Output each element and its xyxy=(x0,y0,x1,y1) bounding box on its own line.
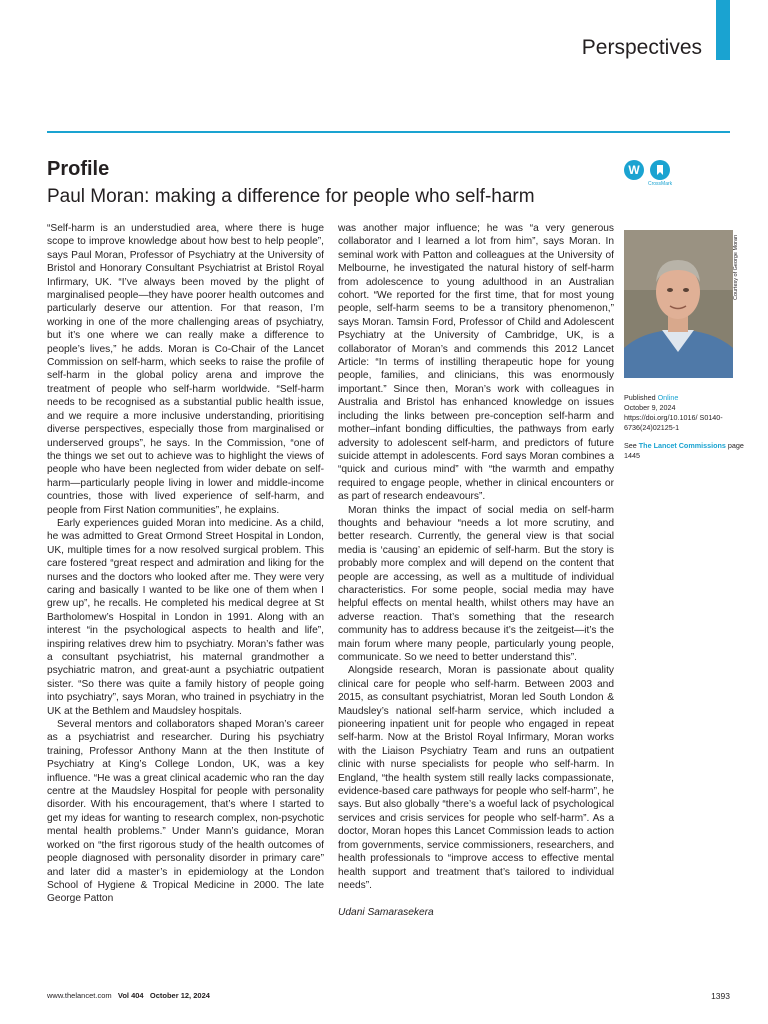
footer-volume: Vol 404 xyxy=(117,991,144,1000)
body-paragraph: “Self-harm is an understudied area, where there is huge scope to improve knowledge about how best to help people”, says Paul Moran, Professor of Psychiatry at the University of Bristol and Honorary Consultant Psychiatrist at Bristol Royal Infirmary, UK. “I’ve always been moved by the plight of marginalised people—they have poorer health outcomes and particularly deserve our attention. For that reason, I’m working in one of the more challenging areas of psychiatry, but it’s one where we can really make a difference to people’s lives,” he adds. Moran is Co-Chair of the Lancet Commission on self-harm, which seeks to raise the profile of self-harm in the global policy arena and improve the treatment of people who self-harm worldwide. “Self-harm needs to be recognised as a substantial public health issue, and we require a more inclusive understanding, prioritising diverse perspectives, especially those from marginalised or underserved groups”, he says. In the Commission, “one of the things we set out to achieve was to highlight the views of people who have been neglected from wider debate on self-harm—particularly people living in lower and middle-income countries, those with lived experience of self-harm, and people from First Nation communities”, he explains. xyxy=(47,223,324,516)
body-paragraph: Early experiences guided Moran into medicine. As a child, he was admitted to Great Ormond Street Hospital in London, UK, multiple times for a now resolved surgical problem. This care fostered “great respect and admiration and liking for the nurses and the doctors who looked after me. They were very caring and basically I wanted to be like one of them when I grew up”, he recalls. He completed his medical degree at St Bartholomew’s Hospital in London in 1991. Along with an interest “in the psychological aspects to health and life”, inspiring relatives drew him to psychiatry. Moran’s father was a consultant psychiatrist, his maternal grandmother a psychiatric matron, and great-aunt a psychiatric outpatient sister. “So there was quite a family history of people going into psychiatry”, says Moran, who trained in psychiatry in the UK at the Bethlem and Maudsley hospitals. xyxy=(47,517,324,717)
published-online-link[interactable]: Online xyxy=(657,393,679,402)
wellcome-open-icon[interactable]: W xyxy=(624,160,644,180)
article-sidebar xyxy=(624,393,744,469)
body-column-1 xyxy=(47,222,324,906)
body-paragraph: was another major influence; he was “a very generous collaborator and I learned a lot from him”, says Moran. In seminal work with Patton and colleagues at the University of Melbourne, he investigated the natural history of self-harm from adolescence to young adulthood in an Australian cohort. “We reported for the first time, that for most young people, self-harm seems to be a transitory phenomenon,” says Moran. Tamsin Ford, Professor of Child and Adolescent Psychiatry at the University of Cambridge, UK, is a collaborator of Moran’s and commends this 2012 Lancet Article: “In terms of instilling therapeutic hope for young people, families, and clinicians, this was enormously important.” Since then, Moran’s work with colleagues in Australia and Bristol has enhanced knowledge on issues including the links between pre-conception self-harm and mother–infant bonding difficulties, the pathways from early adversity to adolescent self-harm, and predictors of future suicide attempt in adolescents. Ford says Moran combines a “quick and curious mind” with “the warmth and empathy required to engage people, whether in clinical encounters or as part of research endeavours”. xyxy=(338,223,614,503)
see-label: See xyxy=(624,441,639,450)
body-paragraph: Several mentors and collaborators shaped Moran’s career as a psychiatrist and researcher. During his psychiatry training, Professor Anthony Mann at the then Institute of Psychiatry at King’s College London, UK, was a key influence. “He was a great clinical academic who ran the day centre at the Maudsley Hospital for people with personality disorder. With his encouragement, that’s where I started to get my ideas for wanting to research complex, non-psychotic mental health problems.” Under Mann’s guidance, Moran worked on “the first rigorous study of the health outcomes of people diagnosed with personality disorder in primary care” and later did a master’s in epidemiology at the London School of Hygiene & Tropical Medicine in 2000. The late George Patton xyxy=(47,719,324,905)
page-footer xyxy=(47,991,730,1000)
article-title: Paul Moran: making a difference for people who self-harm xyxy=(47,186,535,207)
published-label: Published xyxy=(624,393,658,402)
publication-info xyxy=(624,393,744,433)
see-also xyxy=(624,441,744,461)
see-page: page 1445 xyxy=(624,441,744,460)
body-paragraph: Alongside research, Moran is passionate about quality clinical care for people who self-harm. Between 2003 and 2015, as consultant psychiatrist, Moran led South London & Maudsley’s national self-harm service, which included a pioneering inpatient unit for people who engaged in repeat self-harm. Now at the Bristol Royal Infirmary, Moran works with the Liaison Psychiatry Team and runs an outpatient clinic with nurse specialists for people who self-harm. In England, “the health system still really lacks compassionate, evidence-based care pathways for people who self-harm”, he says. But also globally “there’s a woeful lack of psychological services and crisis services for people who self-harm”. As a doctor, Moran hopes this Lancet Commission leads to action from governments, service commissioners, researchers, and health professionals to “improve access to effective mental health support and treatment that’s tailored to individual needs”. xyxy=(338,665,614,891)
footer-date: October 12, 2024 xyxy=(149,991,210,1000)
footer-site[interactable]: www.thelancet.com xyxy=(47,991,112,1000)
page-number: 1393 xyxy=(711,991,730,1001)
portrait-illustration xyxy=(624,230,733,378)
body-paragraph: Moran thinks the impact of social media on self-harm thoughts and behaviour “needs a lot more scrutiny, and better research. Currently, the general view is that social media is ‘causing’ an epidemic of self-harm. But the story is probably more complex and will depend on the content that people are accessing, as well as a multitude of individual characteristics. For some people, social media may have helpful effects on mental health, whilst others may have an adverse reaction. That’s something that the research community has to address because it’s the zeitgeist—it’s the main forum where many people, particularly young people, communicate. So we need to better understand this”. xyxy=(338,504,614,663)
crossmark-label: CrossMark xyxy=(648,181,673,187)
published-date: October 9, 2024 xyxy=(624,403,676,412)
section-accent-bar xyxy=(716,0,730,60)
portrait-photo xyxy=(624,230,733,378)
section-title: Perspectives xyxy=(581,36,702,59)
commissions-link[interactable]: The Lancet Commissions xyxy=(638,441,726,450)
article-badges xyxy=(624,160,672,187)
crossmark-icon xyxy=(650,160,670,180)
photo-credit: Courtesy of George Moran xyxy=(733,234,739,300)
article-type-label: Profile xyxy=(47,158,110,180)
crossmark-badge[interactable] xyxy=(648,160,672,187)
doi-link[interactable]: https://doi.org/10.1016/ S0140-6736(24)02125-1 xyxy=(624,413,723,432)
author-byline: Udani Samarasekera xyxy=(338,907,434,919)
bookmark-icon xyxy=(654,164,666,176)
body-column-2 xyxy=(338,222,614,920)
header-rule xyxy=(47,131,730,133)
